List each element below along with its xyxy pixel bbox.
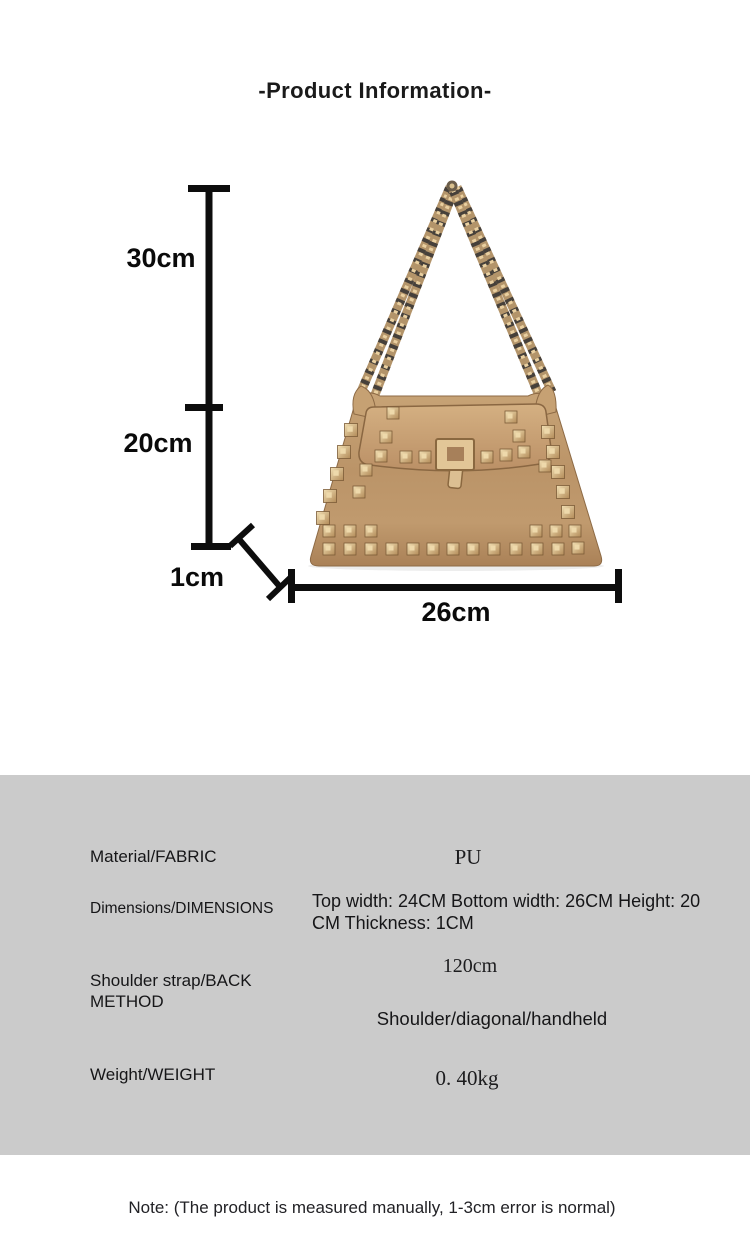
stud (467, 543, 479, 555)
stud (447, 543, 459, 555)
stud (386, 543, 398, 555)
thickness-label: 1cm (169, 562, 225, 592)
stud (513, 430, 525, 442)
strap-drop-label: 30cm (126, 243, 196, 273)
clasp-opening (447, 447, 464, 461)
spec-label-material: Material/FABRIC (90, 847, 217, 866)
stud (557, 486, 570, 499)
stud (530, 525, 542, 537)
chain-apex-highlight (450, 184, 455, 189)
stud (353, 486, 365, 498)
tick-top (188, 185, 230, 192)
stud (344, 543, 356, 555)
measurement-note: Note: (The product is measured manually, 1-3cm error is normal) (128, 1198, 616, 1217)
stud (547, 446, 560, 459)
chain-strap (360, 181, 552, 401)
stud (323, 525, 335, 537)
stud (345, 424, 358, 437)
spec-value-strap-method: Shoulder/diagonal/handheld (376, 1008, 608, 1029)
stud (427, 543, 439, 555)
dimension-line-thickness (230, 525, 291, 599)
stud (542, 426, 555, 439)
stud (552, 543, 564, 555)
stud (510, 543, 522, 555)
stud (375, 450, 387, 462)
stud (407, 543, 419, 555)
width-tick-left (288, 569, 295, 603)
stud (365, 543, 377, 555)
stud (419, 451, 431, 463)
stud (387, 407, 399, 419)
stud (531, 543, 543, 555)
spec-label-weight: Weight/WEIGHT (90, 1065, 216, 1084)
stud (324, 490, 337, 503)
spec-label-strap: Shoulder strap/BACK METHOD (90, 971, 252, 1011)
stud (331, 468, 344, 481)
spec-value-strap-length: 120cm (442, 955, 498, 977)
stud (317, 512, 330, 525)
stud (400, 451, 412, 463)
stud (481, 451, 493, 463)
tick-bottom (191, 543, 231, 550)
stud (344, 525, 356, 537)
stud (552, 466, 565, 479)
stud (323, 543, 335, 555)
stud (488, 543, 500, 555)
stud (550, 525, 562, 537)
spec-value-dimensions: Top width: 24CM Bottom width: 26CM Height: 20 CM Thickness: 1CM (312, 891, 701, 933)
stud (569, 525, 581, 537)
width-tick-right (615, 569, 622, 603)
spec-label-dimensions: Dimensions/DIMENSIONS (90, 900, 274, 917)
spec-value-material: PU (454, 845, 482, 869)
dimension-line-vertical (185, 185, 231, 550)
stud (380, 431, 392, 443)
tick-middle (185, 404, 223, 411)
stud (338, 446, 351, 459)
product-photo-bag (308, 385, 604, 571)
spec-value-weight: 0. 40kg (435, 1066, 499, 1090)
stud (505, 411, 517, 423)
stud (572, 542, 584, 554)
stud (360, 464, 372, 476)
page-title: -Product Information- (258, 78, 492, 103)
stud (539, 460, 551, 472)
stud (500, 449, 512, 461)
spec-table-background (0, 775, 750, 1155)
bottom-width-label: 26cm (421, 597, 491, 627)
stud (518, 446, 530, 458)
bag-height-label: 20cm (123, 428, 193, 458)
stud (365, 525, 377, 537)
stud (562, 506, 575, 519)
